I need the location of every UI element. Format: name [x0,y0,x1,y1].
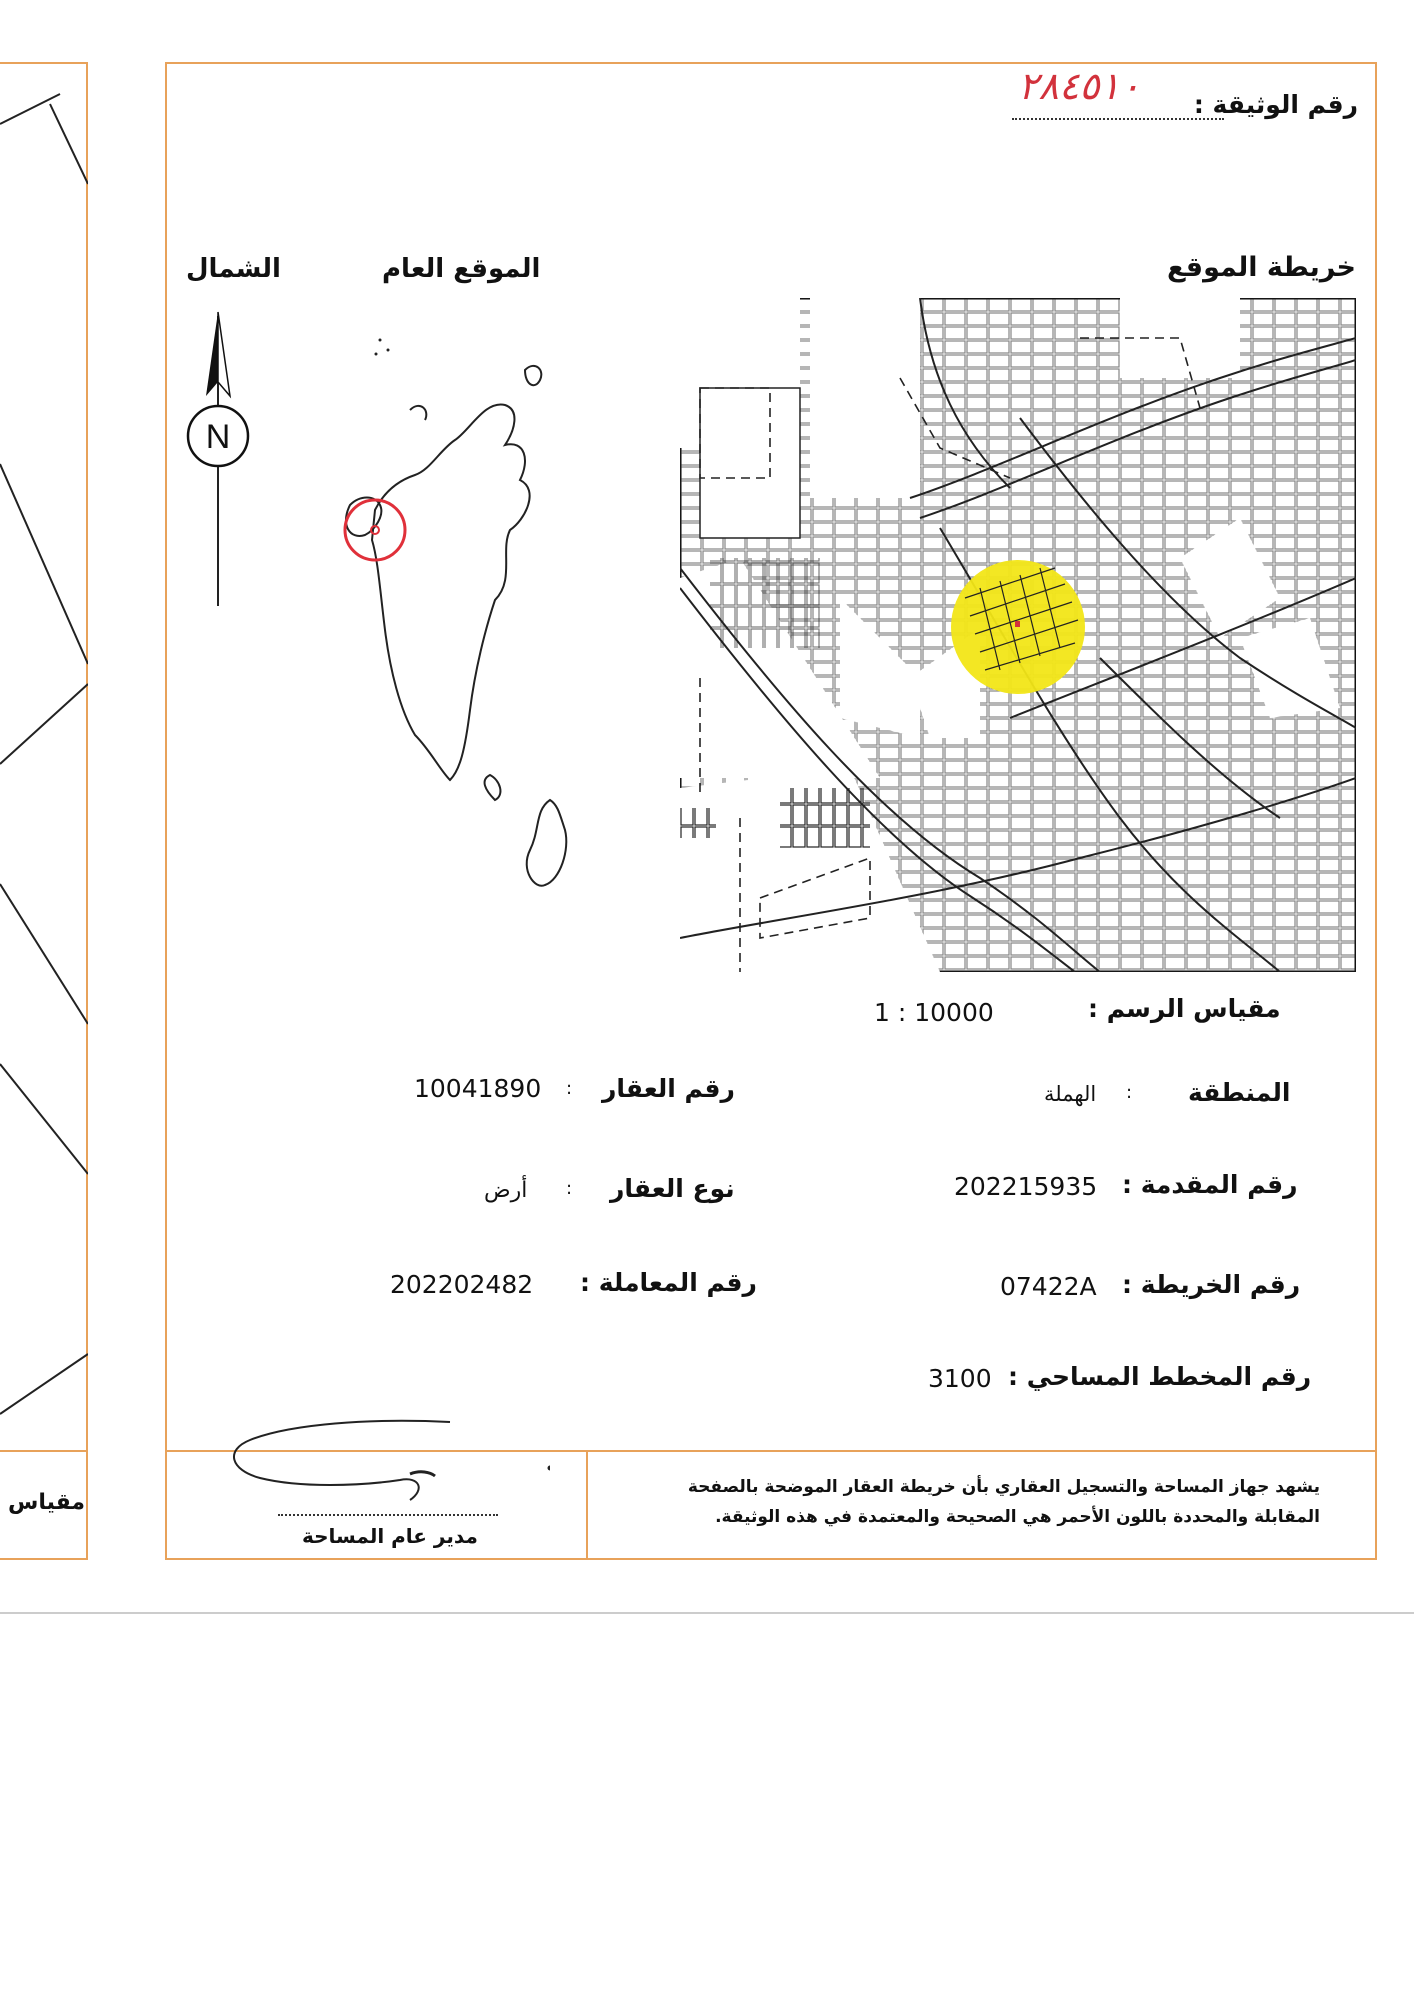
transaction-no-value: 202202482 [390,1270,534,1299]
property-type-label: نوع العقار [610,1174,735,1203]
map-no-label: رقم الخريطة : [1122,1270,1301,1299]
survey-plan-value: 3100 [928,1364,992,1393]
map-no-value: 07422A [1000,1272,1097,1301]
left-page-label: مقياس [8,1490,86,1515]
certification-line-1: يشهد جهاز المساحة والتسجيل العقاري بأن خريطة العقار الموضحة بالصفحة [687,1477,1320,1497]
general-location-title: الموقع العام [382,254,541,284]
left-page-divider [0,1450,88,1452]
request-no-value: 202215935 [954,1172,1098,1201]
survey-plan-label: رقم المخطط المساحي : [1008,1362,1312,1391]
certification-text [600,1472,1320,1532]
certification-line-2: المقابلة والمحددة باللون الأحمر هي الصحيحة والمعتمدة في هذه الوثيقة. [715,1507,1320,1527]
request-no-label: رقم المقدمة : [1122,1170,1298,1199]
property-type-value: أرض [484,1178,528,1203]
scale-value: 1 : 10000 [874,998,994,1027]
doc-number-handwritten: ٢٨٤٥١٠ [1018,64,1141,108]
signature-icon [220,1410,550,1520]
transaction-no-label: رقم المعاملة : [580,1268,757,1297]
doc-number-dotline [1012,118,1224,120]
site-map [680,298,1356,972]
property-parcel [1015,621,1020,627]
scale-label: مقياس الرسم : [1088,994,1281,1023]
doc-number-label: رقم الوثيقة : [1193,90,1358,119]
north-label: الشمال [186,254,281,284]
left-page-lines [0,64,88,1448]
signatory-title: مدير عام المساحة [302,1524,478,1548]
north-arrow-icon [180,306,256,606]
footer-vertical-divider [586,1450,588,1560]
signature-dotline [278,1514,498,1516]
property-no-value: 10041890 [414,1074,542,1103]
site-map-title: خريطة الموقع [1166,252,1356,283]
region-label: المنطقة [1188,1078,1291,1107]
property-no-label: رقم العقار [602,1074,735,1103]
north-letter: N [205,418,231,456]
general-location-map [280,330,620,930]
region-value: الهملة [1044,1082,1097,1106]
scan-edge [0,1612,1414,1614]
